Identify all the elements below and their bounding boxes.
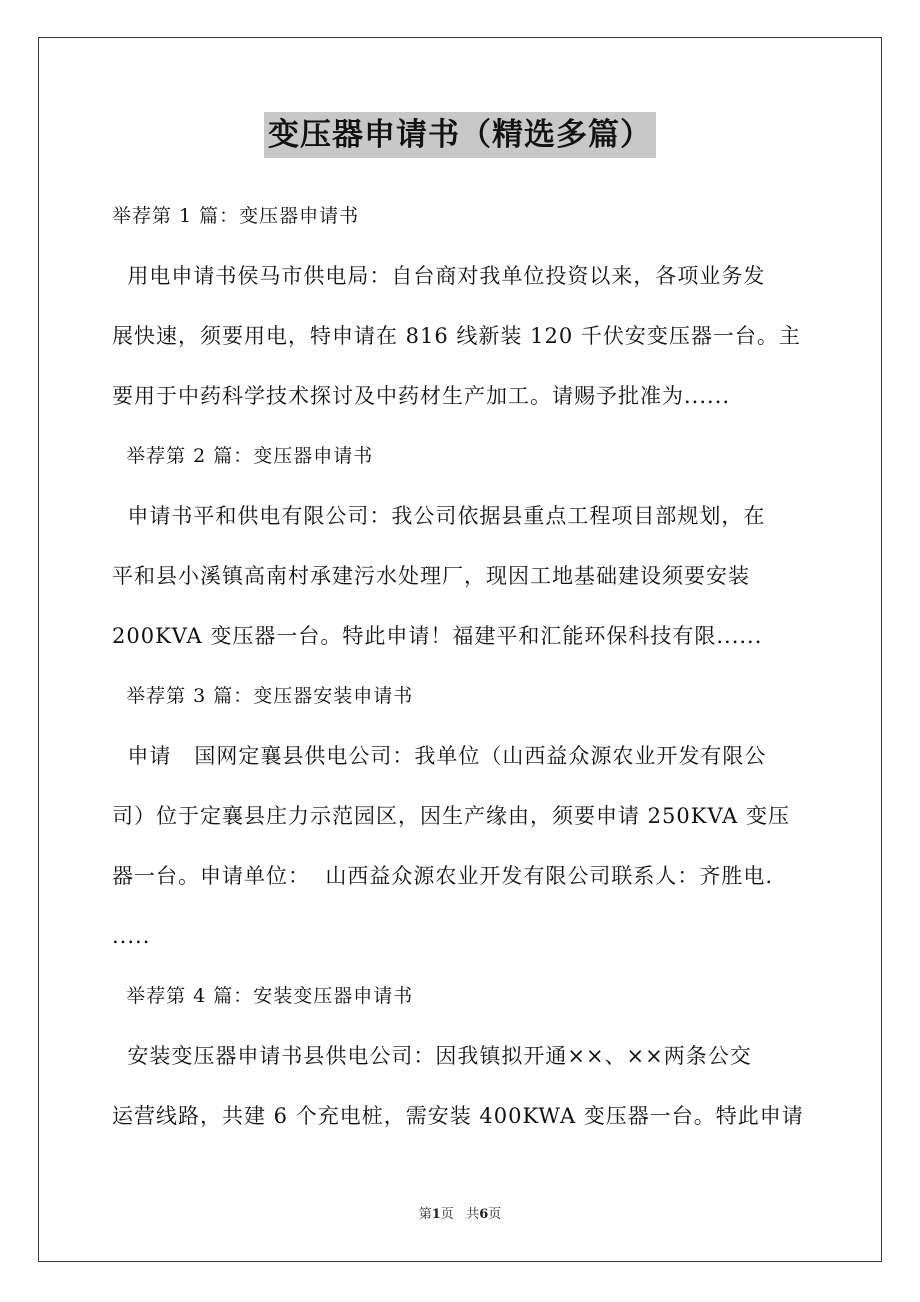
body-line: 申请 国网定襄县供电公司：我单位（山西益众源农业开发有限公 xyxy=(112,744,767,768)
body-line: 器一台。申请单位： 山西益众源农业开发有限公司联系人：齐胜电. xyxy=(112,864,774,888)
body-line: 运营线路，共建 6 个充电桩，需安装 400KWA 变压器一台。特此申请 xyxy=(112,1104,804,1128)
heading-recommend-4: 举荐第 4 篇：安装变压器申请书 xyxy=(112,985,414,1007)
title-container xyxy=(0,112,920,158)
footer-suffix: 页 xyxy=(488,1207,502,1222)
body-line: 申请书平和供电有限公司：我公司依据县重点工程项目部规划，在 xyxy=(112,504,766,528)
footer-prefix: 第 xyxy=(418,1207,432,1222)
document-title: 变压器申请书（精选多篇） xyxy=(264,112,656,158)
footer-total-pages: 6 xyxy=(479,1207,489,1222)
body-line: 用电申请书侯马市供电局：自台商对我单位投资以来，各项业务发 xyxy=(112,264,766,288)
body-line: ..... xyxy=(112,924,151,948)
body-line: 司）位于定襄县庄力示范园区，因生产缘由，须要申请 250KVA 变压 xyxy=(112,804,791,828)
page-footer xyxy=(0,1206,920,1224)
body-line: 安装变压器申请书县供电公司：因我镇拟开通××、××两条公交 xyxy=(112,1044,752,1068)
footer-current-page: 1 xyxy=(431,1207,441,1222)
body-line: 展快速，须要用电，特申请在 816 线新装 120 千伏安变压器一台。主 xyxy=(112,324,801,348)
footer-middle: 页 共 xyxy=(440,1207,480,1222)
heading-recommend-1: 举荐第 1 篇：变压器申请书 xyxy=(112,205,360,227)
heading-recommend-3: 举荐第 3 篇：变压器安装申请书 xyxy=(112,685,414,707)
body-line: 200KVA 变压器一台。特此申请！福建平和汇能环保科技有限...... xyxy=(112,624,763,648)
body-line: 要用于中药科学技术探讨及中药材生产加工。请赐予批准为...... xyxy=(112,384,731,408)
body-line: 平和县小溪镇高南村承建污水处理厂，现因工地基础建设须要安装 xyxy=(112,564,750,588)
heading-recommend-2: 举荐第 2 篇：变压器申请书 xyxy=(112,445,374,467)
